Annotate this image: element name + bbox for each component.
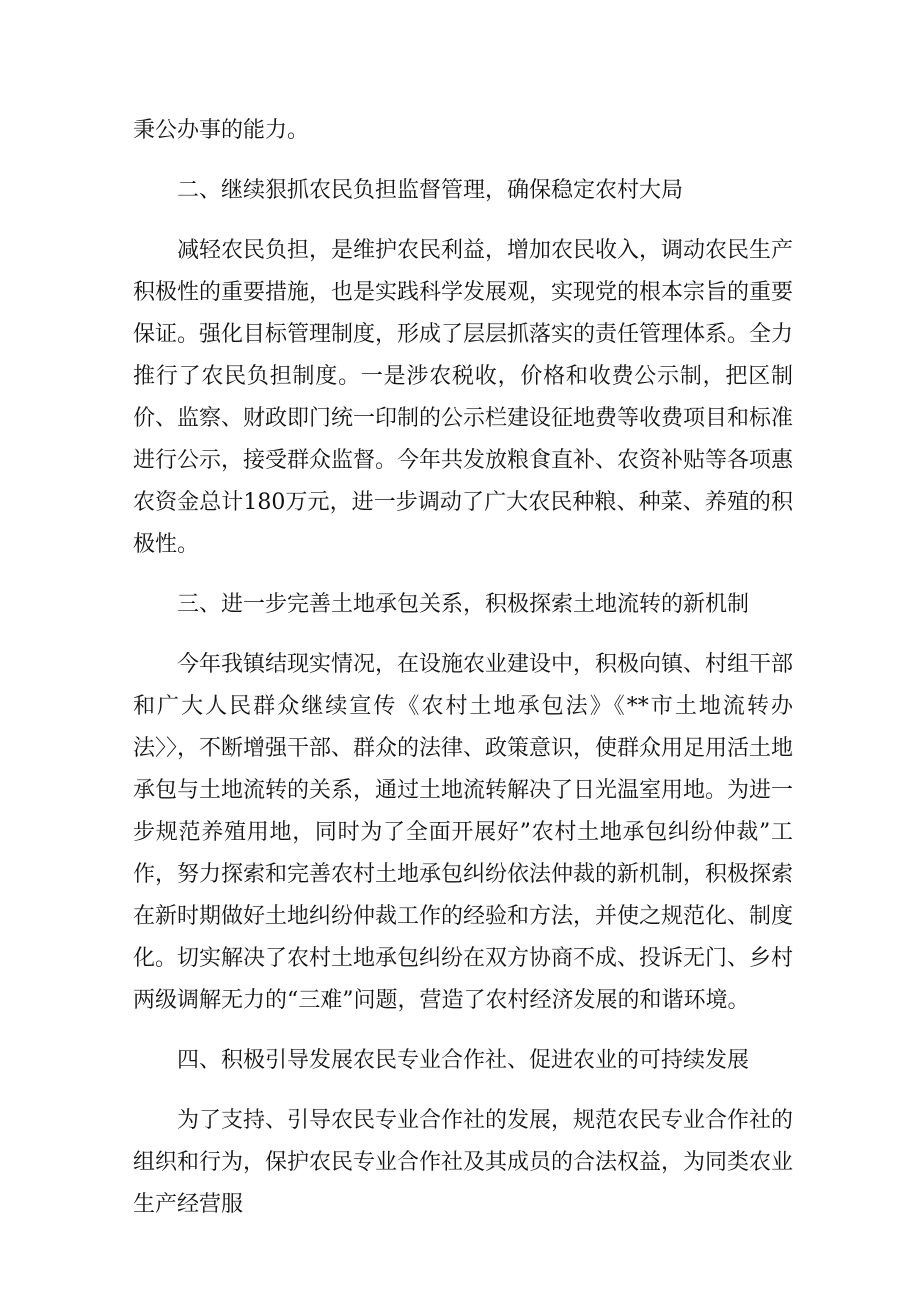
paragraph-farmer-burden: 减轻农民负担，是维护农民利益，增加农民收入，调动农民生产积极性的重要措施，也是实践科学发展观，实现党的根本宗旨的重要保证。强化目标管理制度，形成了层层抓落实的责任管理体系。全力推行了农民负担制度。一是涉农税收，价格和收费公示制，把区制价、监察、财政即门统一印制的公示栏建设征地费等收费项目和标准进行公示，接受群众监督。今年共发放粮食直补、农资补贴等各项惠农资金总计180万元，进一步调动了广大农民种粮、种菜、养殖的积极性。 [133, 238, 794, 557]
paragraph-land-contract: 今年我镇结现实情况，在设施农业建设中，积极向镇、村组干部和广大人民群众继续宣传《农村土地承包法》《**市土地流转办法〉〉，不断增强干部、群众的法律、政策意识，使群众用足用活土地承包与土地流转的关系，通过土地流转解决了日光温室用地。为进一步规范养殖用地，同时为了全面开展好”农村土地承包纠纷仲裁”工作，努力探索和完善农村土地承包纠纷依法仲裁的新机制，积极探索在新时期做好土地纠纷仲裁工作的经验和方法，并使之规范化、制度化。切实解决了农村土地承包纠纷在双方协商不成、投诉无门、乡村两级调解无力的“三难”问题，营造了农村经济发展的和谐环境。 [133, 652, 794, 1013]
paragraph-continuation: 秉公办事的能力。 [133, 118, 310, 143]
paragraph-cooperatives: 为了支持、引导农民专业合作社的发展，规范农民专业合作社的组织和行为，保护农民专业合作社及其成员的合法权益，为同类农业生产经营服 [133, 1108, 794, 1217]
section-heading-4: 四、积极引导发展农民专业合作社、促进农业的可持续发展 [177, 1048, 750, 1073]
document-body [133, 110, 793, 1226]
section-heading-2: 二、继续狠抓农民负担监督管理，确保稳定农村大局 [177, 178, 684, 203]
section-heading-3: 三、进一步完善土地承包关系，积极探索土地流转的新机制 [177, 592, 750, 617]
